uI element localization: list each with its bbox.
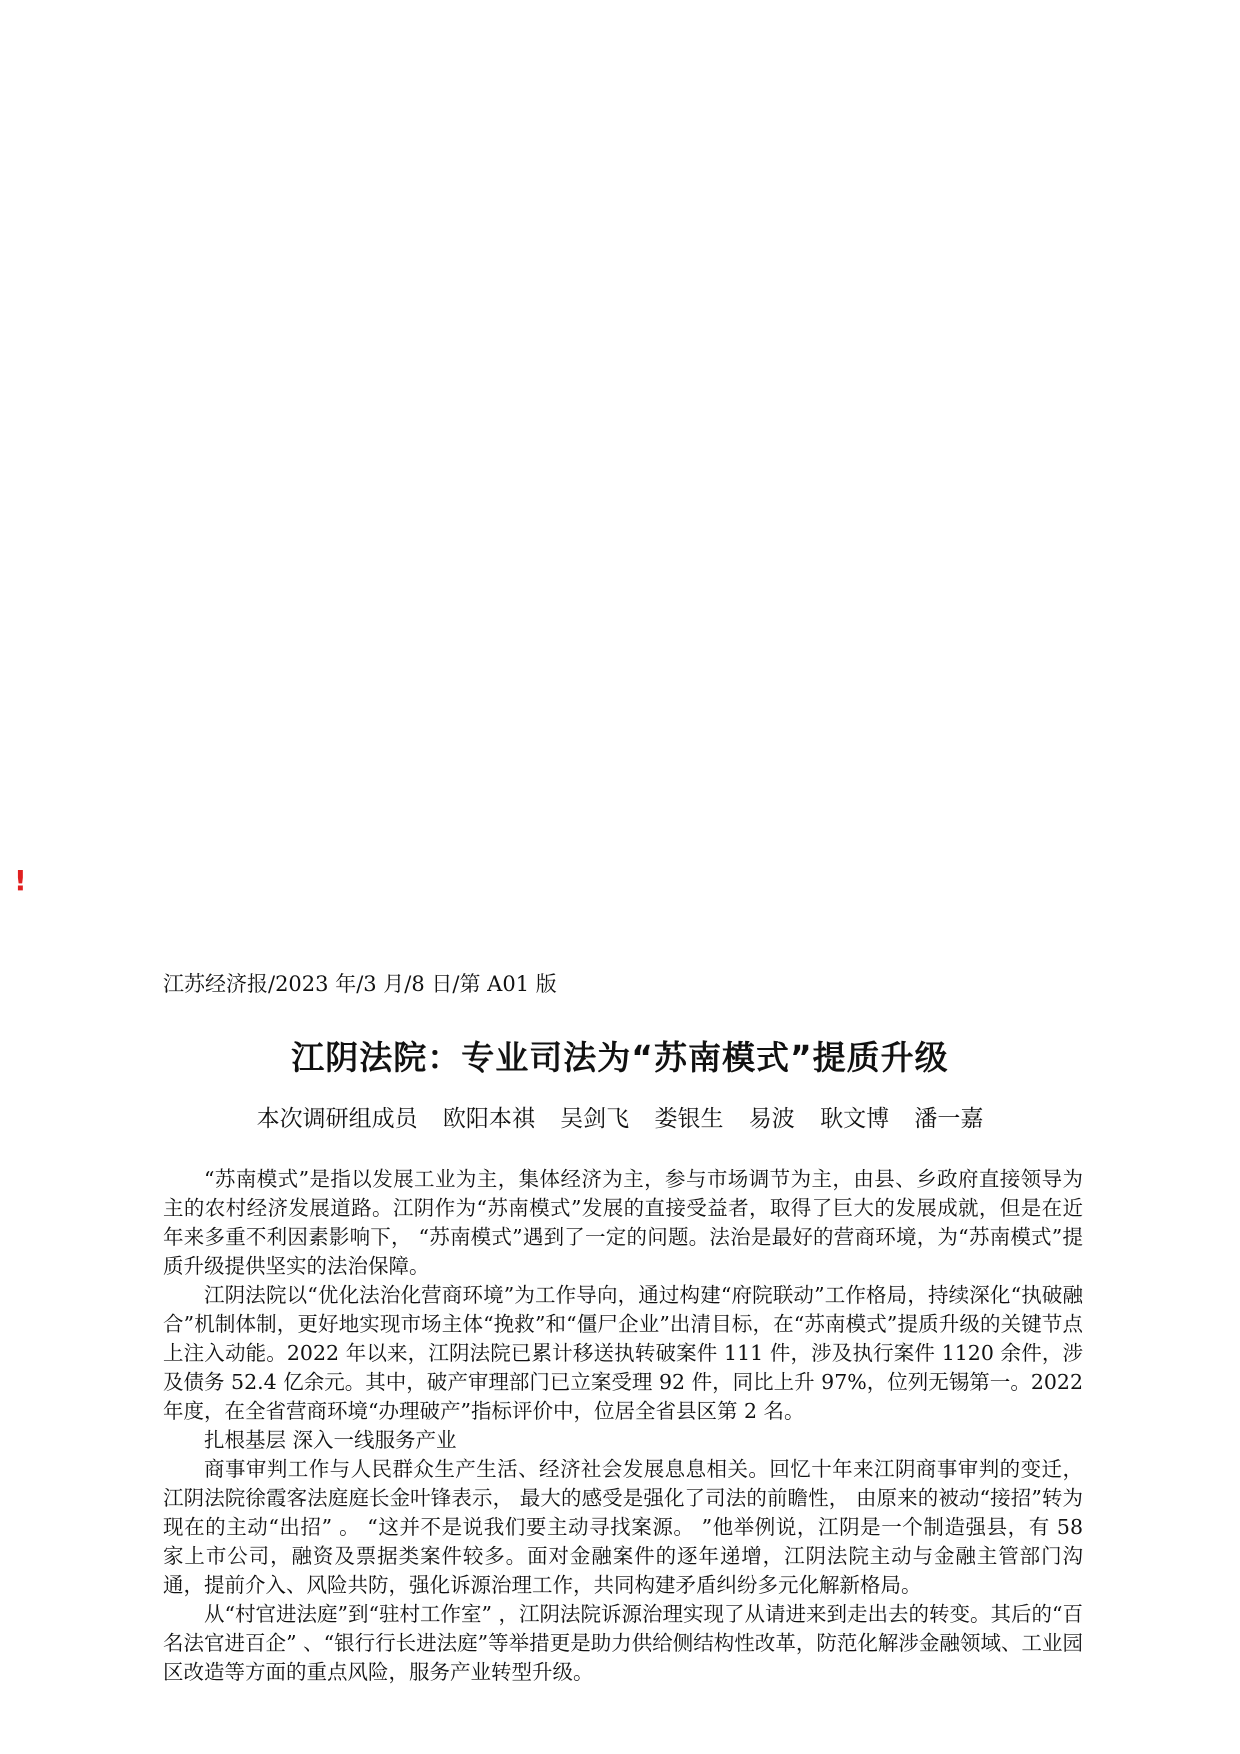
paragraph-commercial-trials: 商事审判工作与人民群众生产生活、经济社会发展息息相关。回忆十年来江阴商事审判的变迁， 江阴法院徐霞客法庭庭长金叶锋表示， 最大的感受是强化了司法的前瞻性， 由原来的被动“接招”转为现在的主动“出招” 。 “这并不是说我们要主动寻找案源。 ”他举例说，江阴是一个制造强县，有 58 家上市公司，融资及票据类案件较多。面对金融案件的逐年递增，江阴法院主动与金融主管部门沟通，提前介入、风险共防，强化诉源治理工作，共同构建矛盾纠纷多元化解新格局。 bbox=[163, 1457, 1083, 1597]
article-headline: 江阴法院：专业司法为“苏南模式”提质升级 bbox=[291, 1038, 949, 1077]
paragraph-source-governance: 从“村官进法庭”到“驻村工作室” ，江阴法院诉源治理实现了从请进来到走出去的转变。其后的“百名法官进百企” 、“银行行长进法庭”等举措更是助力供给侧结构性改革，防范化解涉金融领域、工业园区改造等方面的重点风险，服务产业转型升级。 bbox=[163, 1602, 1083, 1684]
author-line: 本次调研组成员 欧阳本祺 吴剑飞 娄银生 易波 耿文博 潘一嘉 bbox=[256, 1106, 984, 1132]
paragraph-intro: “苏南模式”是指以发展工业为主，集体经济为主，参与市场调节为主，由县、乡政府直接领导为主的农村经济发展道路。江阴作为“苏南模式”发展的直接受益者，取得了巨大的发展成就，但是在近年来多重不利因素影响下， “苏南模式”遇到了一定的问题。法治是最好的营商环境，为“苏南模式”提质升级提供坚实的法治保障。 bbox=[163, 1167, 1083, 1278]
article-body bbox=[163, 1165, 1083, 1687]
section-heading: 扎根基层 深入一线服务产业 bbox=[204, 1428, 457, 1452]
paragraph-court-work: 江阴法院以“优化法治化营商环境”为工作导向，通过构建“府院联动”工作格局，持续深化“执破融合”机制体制，更好地实现市场主体“挽救”和“僵尸企业”出清目标，在“苏南模式”提质升级的关键节点上注入动能。2022 年以来，江阴法院已累计移送执转破案件 111 件，涉及执行案件 1120 余件，涉及债务 52.4 亿余元。其中，破产审理部门已立案受理 92 件，同比上升 97%，位列无锡第一。2022 年度，在全省营商环境“办理破产”指标评价中，位居全省县区第 2 名。 bbox=[163, 1283, 1083, 1423]
source-line: 江苏经济报/2023 年/3 月/8 日/第 A01 版 bbox=[163, 972, 557, 996]
margin-exclamation-mark: ! bbox=[14, 864, 27, 897]
